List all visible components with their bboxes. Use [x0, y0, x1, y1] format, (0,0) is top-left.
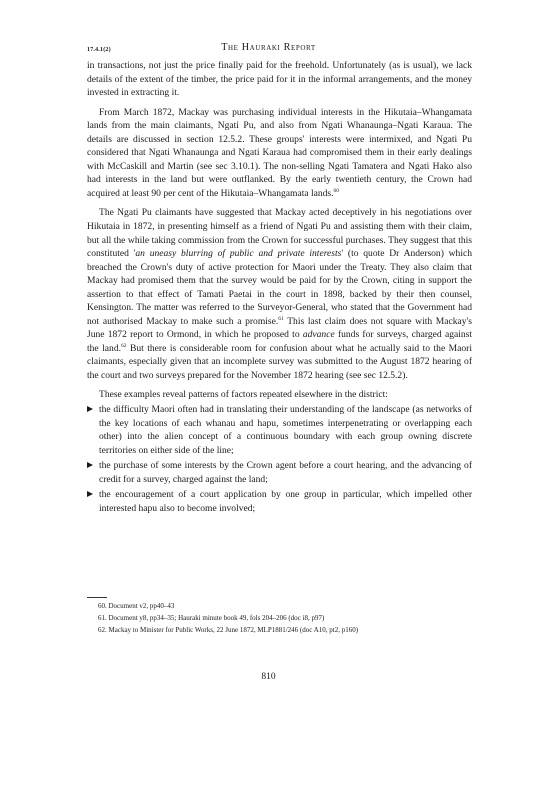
bullet-text: the difficulty Maori often had in translating their understanding of the landscape (as networks of the key locations of each whanau and hapu, sometimes interpenetrating or overlapping each other) into the alien concept of a continuous boundary with each group owning discrete territories on either side of the line;	[99, 404, 472, 456]
section-number: 17.4.1(2)	[87, 47, 111, 53]
footnote-61: 61. Document y8, pp34–35; Hauraki minute book 49, fols 204–206 (doc i8, p97)	[98, 614, 325, 623]
emphasis-word: advance	[302, 329, 335, 341]
paragraph-text: funds for surveys, charged against the land.	[87, 329, 472, 354]
triangle-bullet-icon	[87, 462, 93, 468]
body-text	[87, 59, 472, 516]
bullet-item	[87, 488, 472, 515]
footnotes	[98, 600, 470, 637]
page-number: 810	[261, 672, 276, 682]
bullet-text: the purchase of some interests by the Crown agent before a court hearing, and the advancing of credit for a survey, charged against the land;	[99, 460, 472, 485]
triangle-bullet-icon	[87, 406, 93, 412]
footnote-ref: 62	[120, 342, 127, 349]
paragraph-ngati-pu-claimants	[87, 206, 472, 382]
paragraph-examples-intro: These examples reveal patterns of factors repeated elsewhere in the district:	[99, 388, 388, 400]
paragraph-text: From March 1872, Mackay was purchasing individual interests in the Hikutaia–Whangamata lands from the main claimants, Ngati Pu, and also from Ngati Whanaunga–Ngati Karaua. The details are discussed in section 12.5.2. These groups' interests were intermixed, and Ngati Pu considered that Ngati Whanaunga and Ngati Karaua had compromised them in their early dealings with McCaskill and Martin (see sec 3.10.1). The non-selling Ngati Tamatera and Ngati Hako also had interests in the land but were outflanked. By the early twentieth century, the Crown had acquired at least 90 per cent of the Hikutaia–Whangamata lands.	[87, 106, 472, 199]
paragraph-mackay-purchasing	[87, 106, 472, 201]
quoted-phrase: an uneasy blurring of public and private interests	[135, 248, 342, 260]
bullet-list	[87, 403, 472, 515]
paragraph-text: But there is considerable room for confusion about what he actually said to the Maori claimants, especially given that an incomplete survey was submitted to the August 1872 hearing of the court and two surveys prepared for the November 1872 hearing (see sec 12.5.2).	[87, 342, 473, 382]
footnote-62: 62. Mackay to Minister for Public Works, 22 June 1872, MLP1881/246 (doc A10, pt2, p160)	[98, 626, 359, 635]
bullet-text: the encouragement of a court application by one group in particular, which impelled other interested hapu also to become involved;	[99, 489, 472, 514]
running-header: The Hauraki Report	[221, 42, 316, 53]
paragraph-text: This last claim does not square with Mackay's June 1872 report to Ormond, in which he proposed to	[87, 315, 472, 341]
footnote-60: 60. Document v2, pp40–43	[98, 602, 175, 610]
paragraph-text: ' (to quote Dr Anderson) which breached the Crown's duty of active protection for Maori under the Treaty. They also claim that Mackay had promised them that the survey would be paid for by the Crown, citing in support the assertion to that effect of Tamati Paetai in the court in 1898, backed by their then counsel, Kensington. The matter was referred to the Surveyor-General, who stated that the Government had not authorised Mackay to make such a promise.	[87, 248, 472, 327]
triangle-bullet-icon	[87, 491, 93, 497]
bullet-item	[87, 403, 472, 457]
paragraph-continuation: in transactions, not just the price finally paid for the freehold. Unfortunately (as is usual), we lack details of the extent of the timber, the price paid for it in the informal arrangements, and the money invested in extracting it.	[87, 60, 472, 99]
footnote-ref: 61	[278, 315, 284, 322]
bullet-item	[87, 459, 472, 486]
footnote-divider	[87, 597, 107, 598]
paragraph-text: The Ngati Pu claimants have suggested that Mackay acted deceptively in his negotiations over Hikutaia in 1872, in presenting himself as a friend of Ngati Pu and assisting them with their claim, but all the while taking commission from the Crown for successful purchases. They suggest that this constituted '	[87, 207, 472, 260]
footnote-ref: 60	[333, 187, 340, 194]
